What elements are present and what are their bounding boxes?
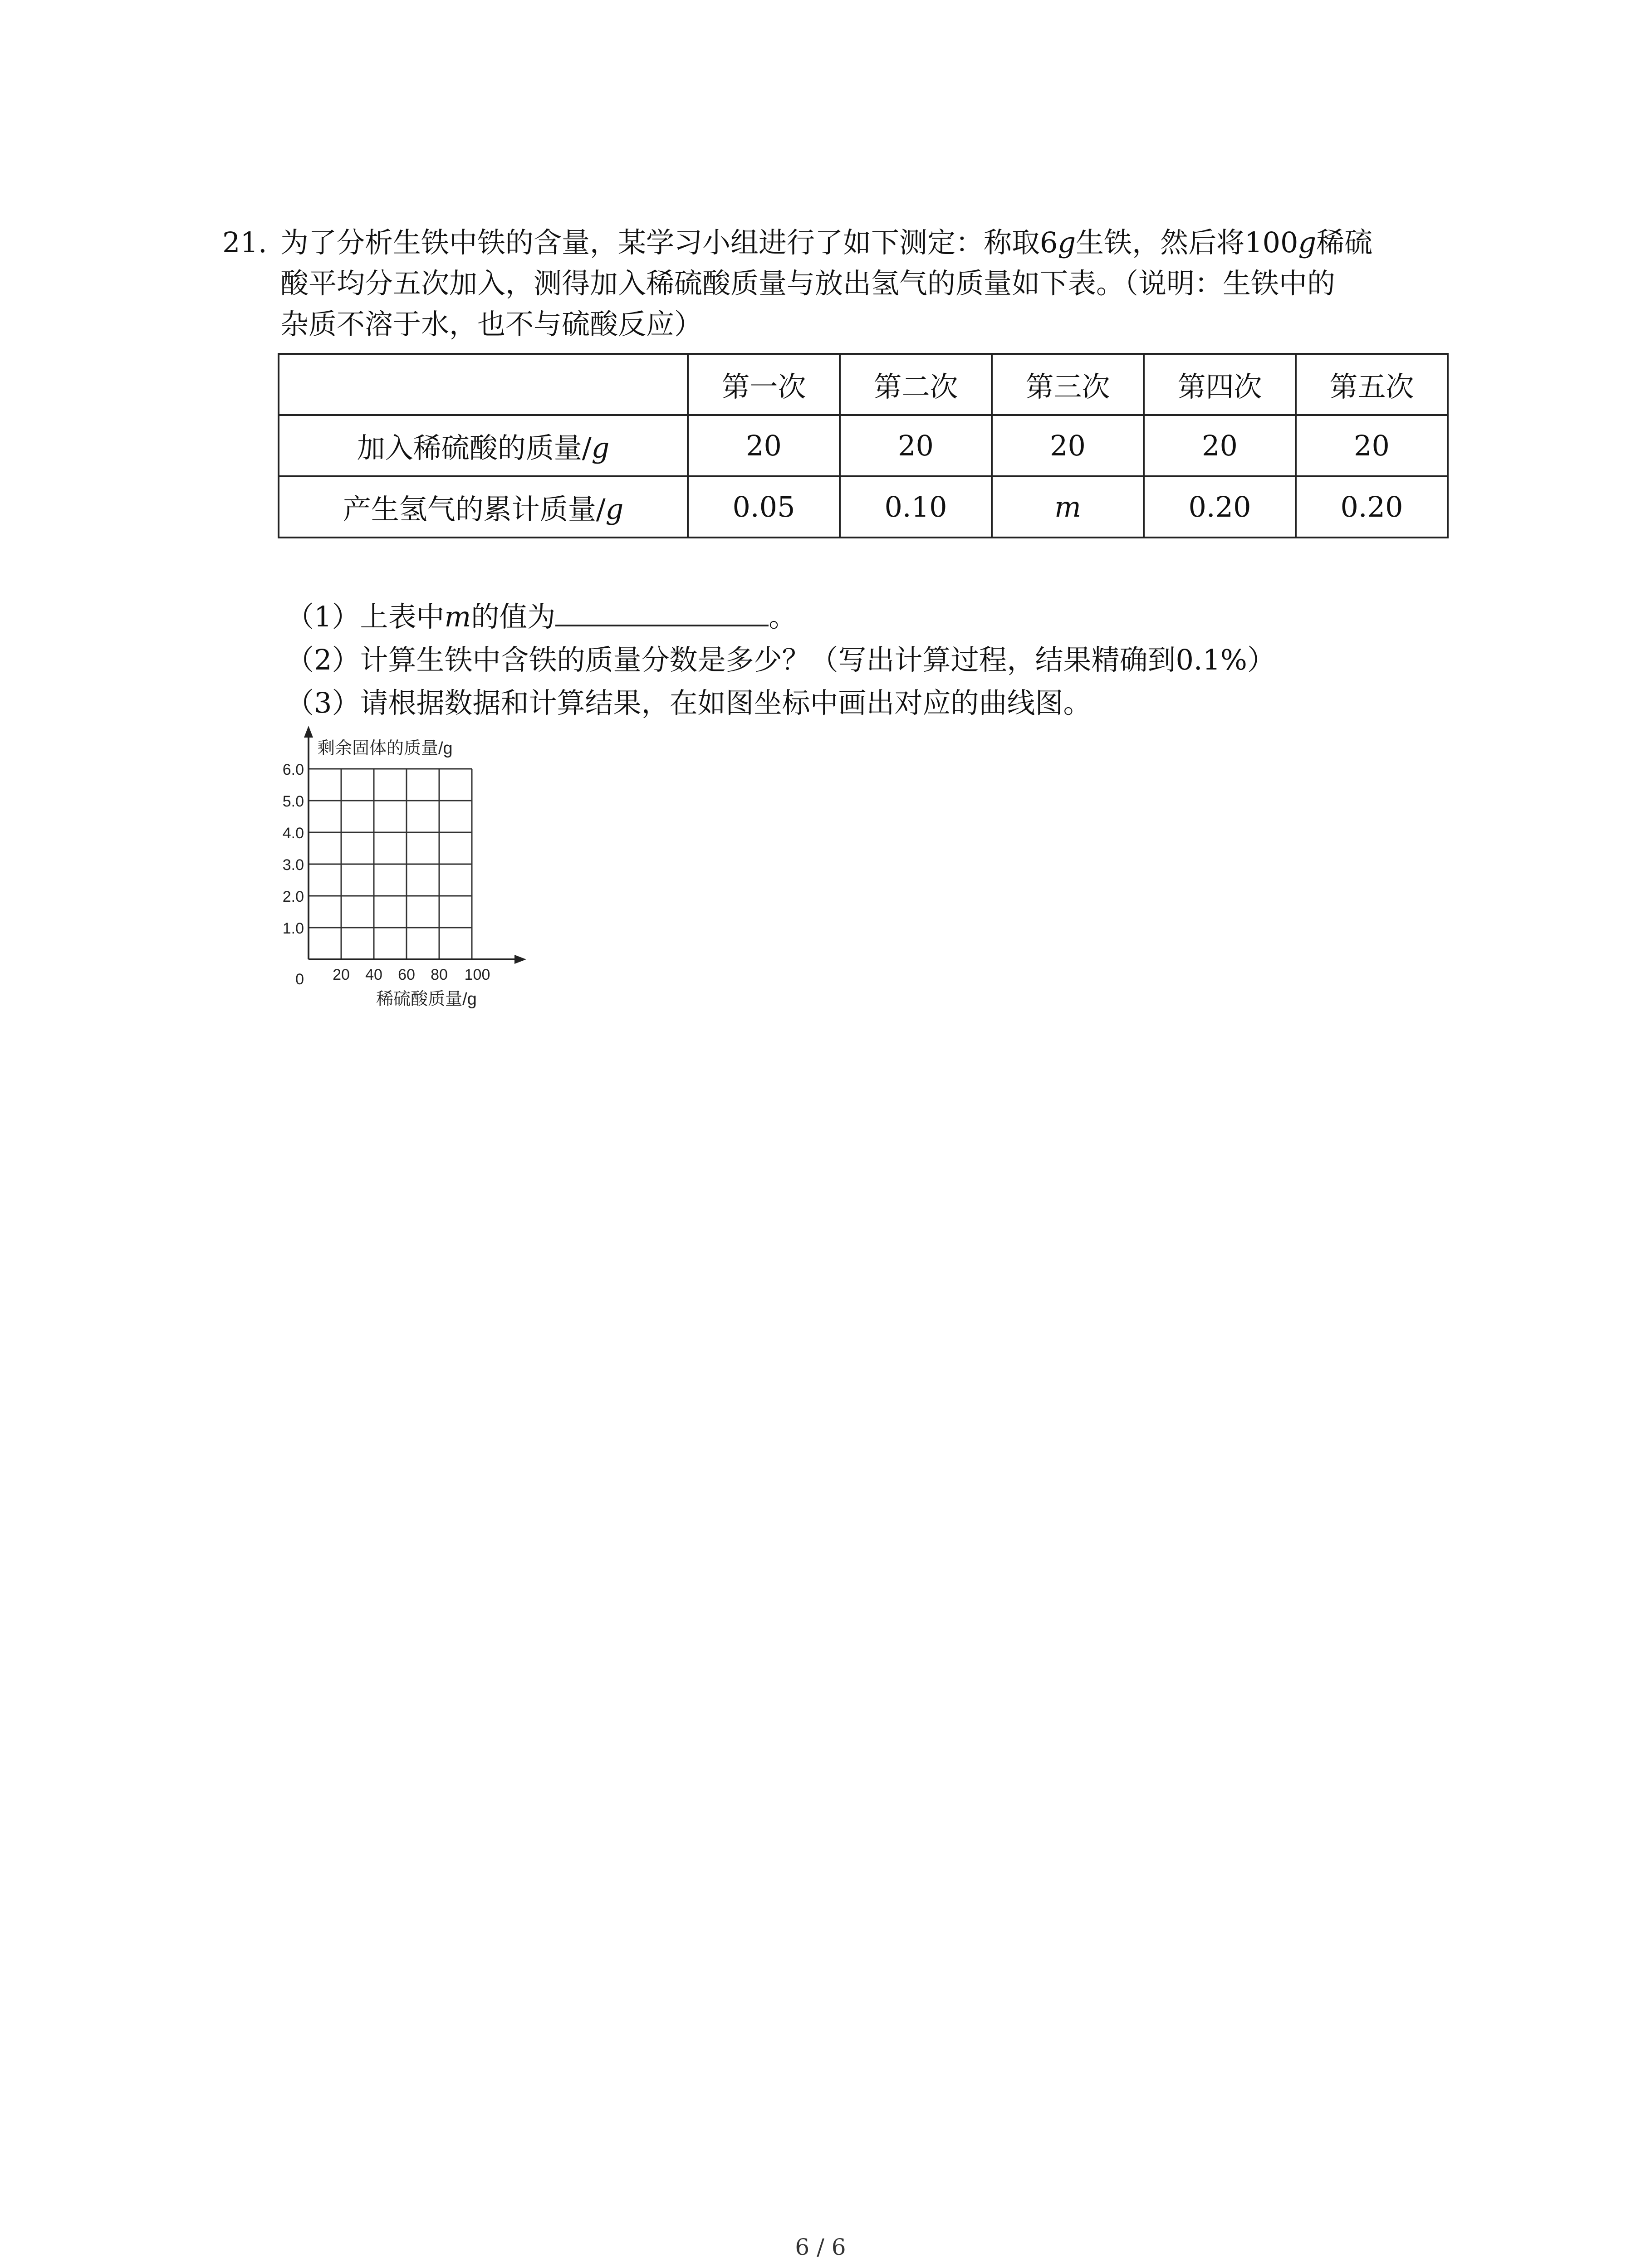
table-cell: 20 <box>1144 415 1296 476</box>
y-axis-label: 剩余固体的质量/g <box>318 739 453 758</box>
y-tick-label: 2.0 <box>282 888 304 905</box>
y-tick-label: 4.0 <box>282 825 304 842</box>
table-header-cell: 第一次 <box>688 354 840 415</box>
x-tick-label: 20 <box>333 966 350 983</box>
x-tick-label: 60 <box>398 966 415 983</box>
y-tick-label: 6.0 <box>282 761 304 778</box>
table-cell: 0.10 <box>840 476 992 538</box>
y-tick-label: 1.0 <box>282 920 304 937</box>
subquestion-2: （2）计算生铁中含铁的质量分数是多少？（写出计算过程，结果精确到0.1%） <box>286 643 1275 676</box>
table-header-cell: 第五次 <box>1296 354 1448 415</box>
table-cell: m <box>992 476 1144 538</box>
table-cell: 0.20 <box>1144 476 1296 538</box>
table-cell: 20 <box>840 415 992 476</box>
table-header-cell: 第三次 <box>992 354 1144 415</box>
question-text-line-2: 酸平均分五次加入，测得加入稀硫酸质量与放出氢气的质量如下表。（说明：生铁中的 <box>280 267 1336 300</box>
table-cell: 20 <box>992 415 1144 476</box>
page-number: 6 / 6 <box>795 2234 846 2260</box>
row-label-acid-mass: 加入稀硫酸的质量/g <box>279 415 688 476</box>
origin-label: 0 <box>295 971 304 988</box>
table-row <box>279 415 1448 476</box>
table-header-cell: 第四次 <box>1144 354 1296 415</box>
table-cell: 0.05 <box>688 476 840 538</box>
table-cell: 20 <box>1296 415 1448 476</box>
question-text-line-1: 为了分析生铁中铁的含量，某学习小组进行了如下测定：称取6g生铁，然后将100g稀硫 <box>280 226 1373 259</box>
y-tick-label: 5.0 <box>282 793 304 810</box>
x-tick-label: 100 <box>464 966 490 983</box>
coordinate-grid <box>272 721 590 1039</box>
row-label-hydrogen-mass: 产生氢气的累计质量/g <box>279 476 688 538</box>
y-axis-arrow-icon <box>304 726 313 738</box>
question-text-line-3: 杂质不溶于水，也不与硫酸反应） <box>280 308 703 341</box>
subquestion-3: （3）请根据数据和计算结果，在如图坐标中画出对应的曲线图。 <box>286 686 1092 719</box>
x-axis-label: 稀硫酸质量/g <box>376 990 477 1009</box>
table-header-cell: 第二次 <box>840 354 992 415</box>
x-tick-label: 40 <box>365 966 382 983</box>
x-tick-label: 80 <box>431 966 448 983</box>
subquestion-1: （1）上表中m的值为 。 <box>286 594 797 640</box>
data-table <box>278 353 1449 538</box>
x-axis-arrow-icon <box>514 955 526 964</box>
table-row <box>279 476 1448 538</box>
table-header-row <box>279 354 1448 415</box>
question-number: 21. <box>222 226 267 259</box>
table-header-cell <box>279 354 688 415</box>
y-tick-label: 3.0 <box>282 856 304 874</box>
table-cell: 20 <box>688 415 840 476</box>
answer-blank[interactable] <box>555 596 769 626</box>
grid-lines <box>309 769 472 959</box>
table-cell: 0.20 <box>1296 476 1448 538</box>
